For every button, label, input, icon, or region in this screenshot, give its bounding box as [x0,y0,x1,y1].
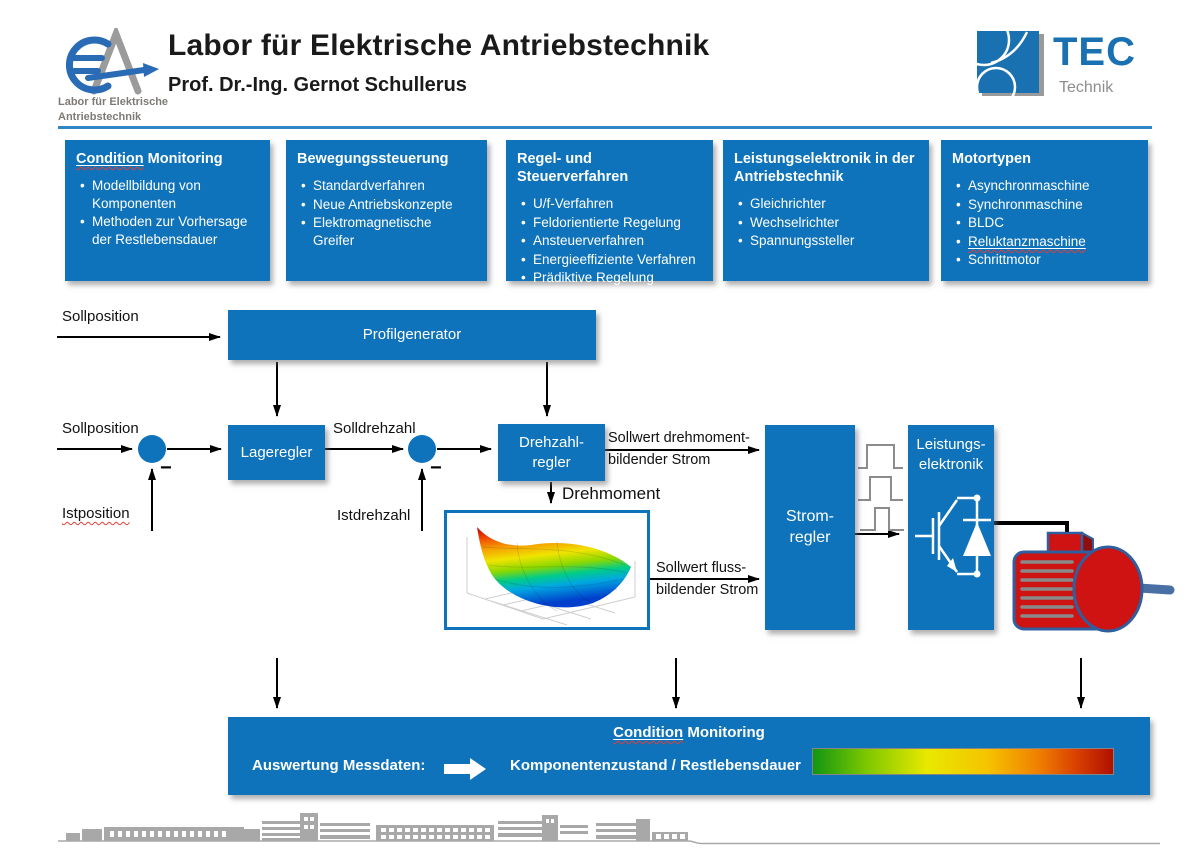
spellchecked-word: Condition [613,724,684,741]
list-item: • Prädiktive Regelung [521,269,702,287]
spellchecked-word: Condition [76,151,144,167]
block-label-line1: Strom- [786,507,834,525]
list-item: • Asynchronmaschine [956,177,1137,195]
list-item: • Neue Antriebskonzepte [301,196,476,214]
list-item: • U/f-Verfahren [521,195,702,213]
header-divider [58,126,1152,129]
list-item: • Gleichrichter [738,195,918,213]
bar-left-label: Auswertung Messdaten: [252,757,426,774]
block-leistungselektronik [908,425,994,630]
igbt-diode-icon [909,488,993,598]
label-solldrehzahl: Solldrehzahl [333,420,416,437]
list-item: • Schrittmotor [956,251,1137,269]
topic-box-condition-monitoring [65,140,270,281]
block-stromregler [765,425,855,630]
bar-title [228,724,1150,741]
topic-list [734,195,918,250]
label-sollwert-fluss-line2: bildender Strom [656,582,759,598]
label-sollposition-top: Sollposition [62,308,139,325]
list-item: • Modellbildung von Komponenten [80,177,259,212]
topic-list [517,195,702,287]
topic-box-leistungselektronik [723,140,929,281]
topic-box-title: Bewegungssteuerung [297,151,449,167]
block-label-line1: Drehzahl- [518,434,585,451]
campus-skyline [0,805,1200,860]
topic-box-motortypen [941,140,1148,281]
list-item: • Wechselrichter [738,214,918,232]
tec-logo-text: TEC [1053,30,1136,74]
topic-box-title: Motortypen [952,151,1031,167]
logo-e-bars [74,58,102,71]
motor-icon [1000,525,1190,640]
label-sollposition-mid: Sollposition [62,420,139,437]
title-rest: Monitoring [683,724,765,741]
torque-surface-plot [444,510,650,630]
topic-list [297,177,476,249]
block-label-line2: regler [532,453,571,471]
list-item: • Ansteuerverfahren [521,232,702,250]
skyline-ground-line [58,841,1160,844]
block-lageregler [228,425,325,480]
list-item: • Feldorientierte Regelung [521,214,702,232]
list-item: • Energieeffiziente Verfahren [521,251,702,269]
block-label: Profilgenerator [362,326,462,344]
title-rest: Monitoring [143,151,223,167]
motor-end-cap [1074,547,1142,631]
logo-caption-line2: Antriebstechnik [58,111,142,123]
label-istposition [62,505,130,522]
logo-caption-line1: Labor für Elektrische [58,96,169,108]
minus-sign-speed: − [430,457,442,479]
flow-arrow-icon [444,764,470,774]
pwm-pulses-icon [858,445,904,530]
motor-shaft [1140,588,1170,590]
ea-lab-logo [58,28,170,96]
topic-box-title: Regel- und Steuerverfahren [517,151,629,186]
node-top [974,495,981,502]
page-subtitle: Prof. Dr.-Ing. Gernot Schullerus [168,74,467,96]
topic-list [952,177,1137,269]
page-title: Labor für Elektrische Antriebstechnik [168,29,710,62]
flow-arrow-stem [444,764,470,774]
topic-list [76,177,259,248]
minus-sign-position: − [160,457,172,479]
topic-box-title: Leistungselektronik in der Antriebstechnik [734,151,915,186]
list-item: • Spannungssteller [738,232,918,250]
block-label-line2: elektronik [918,455,984,473]
label-drehmoment: Drehmoment [562,484,661,503]
list-item: • Synchronmaschine [956,196,1137,214]
surface-plot-image [447,513,647,627]
spellchecked-word: Reluktanzmaschine [968,233,1086,249]
list-item: • BLDC [956,214,1137,232]
diode-triangle [963,522,991,556]
list-item: • Methoden zur Vorhersage der Restlebensdauer [80,213,259,248]
label-sollwert-drehmoment-line1: Sollwert drehmoment- [608,430,750,446]
tec-logo-subtitle: Technik [1059,79,1114,96]
list-item: • Standardverfahren [301,177,476,195]
logo-arrow-head [143,63,159,77]
block-label-line2: regler [789,528,831,546]
topic-box-title [76,150,259,168]
condition-monitoring-bar [228,717,1150,795]
pwm-pulse-2 [858,477,903,500]
block-profilgenerator [228,310,596,360]
block-drehzahlregler [498,424,605,481]
list-item [956,233,1137,251]
block-label: Lageregler [240,443,313,461]
block-label-line1: Leistungs- [916,436,986,453]
list-item: • Elektromagnetische Greifer [301,214,476,249]
label-istdrehzahl: Istdrehzahl [337,507,411,524]
motor-cooling-fins [1022,562,1072,616]
spellchecked-word: Istposition [62,505,130,522]
pwm-pulse-3 [860,508,904,530]
tec-logo-mark [977,31,1047,99]
health-gradient-scale [812,748,1114,775]
node-bottom [974,571,981,578]
pwm-pulse-1 [858,445,903,468]
topic-box-bewegungssteuerung [286,140,487,281]
label-sollwert-drehmoment-line2: bildender Strom [608,452,711,468]
label-sollwert-fluss-line1: Sollwert fluss- [656,560,747,576]
topic-box-regelverfahren [506,140,713,286]
bar-right-label: Komponentenzustand / Restlebensdauer [510,757,801,774]
flow-arrow-head [470,758,486,780]
